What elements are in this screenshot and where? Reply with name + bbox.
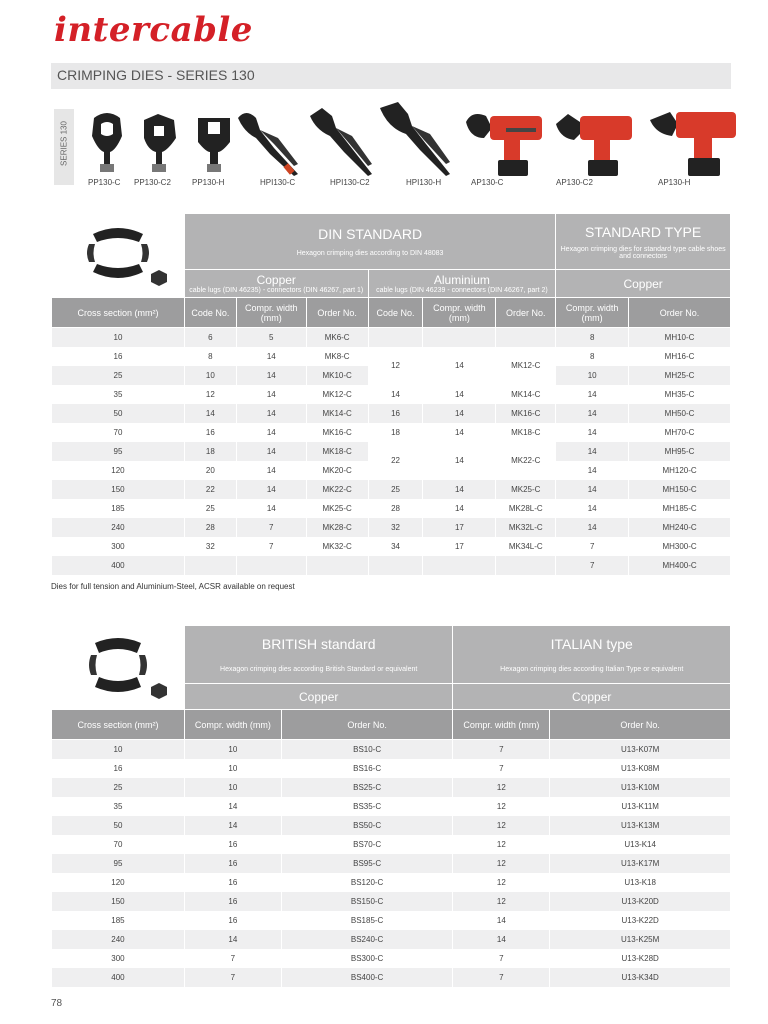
tool-label: HPI130-H — [406, 178, 442, 187]
table-cell: MH25-C — [629, 366, 731, 385]
table-cell: U13-K18 — [550, 873, 731, 892]
table-cell: 12 — [453, 778, 550, 797]
table-row — [52, 385, 731, 404]
table-cell: 5 — [236, 328, 306, 347]
table-cell: MH300-C — [629, 537, 731, 556]
table-cell: 120 — [52, 461, 185, 480]
table-cell: 14 — [423, 442, 496, 480]
table-row — [52, 740, 731, 759]
table-row — [52, 759, 731, 778]
table-row — [52, 930, 731, 949]
table-cell: MH150-C — [629, 480, 731, 499]
table-cell: 14 — [236, 423, 306, 442]
table-cell: 12 — [453, 816, 550, 835]
table-row — [52, 423, 731, 442]
italian-type-header — [453, 626, 731, 684]
table-cell: 10 — [184, 778, 281, 797]
table-row — [52, 442, 731, 461]
table-cell: 7 — [556, 556, 629, 575]
table-cell: 32 — [184, 537, 236, 556]
table-cell — [184, 556, 236, 575]
table-cell: 400 — [52, 556, 185, 575]
col-order-no: Order No. — [306, 298, 368, 328]
col-compr-width: Compr. width (mm) — [184, 710, 281, 740]
table-row — [52, 949, 731, 968]
die-image-cell — [52, 626, 185, 710]
table-cell: 12 — [453, 854, 550, 873]
table-cell: MH10-C — [629, 328, 731, 347]
table-cell: U13-K10M — [550, 778, 731, 797]
table-cell: MK14-C — [496, 385, 556, 404]
table-cell: 400 — [52, 968, 185, 987]
italian-copper-header: Copper — [453, 684, 731, 710]
table-cell: 7 — [184, 949, 281, 968]
tool-label: PP130-C2 — [134, 178, 171, 187]
table-cell: 185 — [52, 911, 185, 930]
table-row — [52, 537, 731, 556]
table-cell: MH50-C — [629, 404, 731, 423]
table-cell: 7 — [184, 968, 281, 987]
table-cell: BS185-C — [281, 911, 453, 930]
tool-pp130-c-image — [86, 110, 128, 176]
table-cell: MK32L-C — [496, 518, 556, 537]
table-cell: 16 — [184, 892, 281, 911]
table-cell: 14 — [423, 423, 496, 442]
table-cell: 14 — [556, 423, 629, 442]
tool-label: HPI130-C — [260, 178, 296, 187]
table-cell: 12 — [453, 892, 550, 911]
table-cell: BS50-C — [281, 816, 453, 835]
tool-pp130-c2-image — [138, 110, 180, 176]
hexagon-die-icon — [63, 629, 173, 705]
table-cell — [423, 328, 496, 347]
table-cell: MH35-C — [629, 385, 731, 404]
table-cell: 14 — [423, 347, 496, 385]
table-cell: MK20-C — [306, 461, 368, 480]
tool-label: HPI130-C2 — [330, 178, 370, 187]
table-cell: 70 — [52, 835, 185, 854]
tool-pp130-h-image — [194, 112, 234, 174]
table-cell: U13-K34D — [550, 968, 731, 987]
series-tab — [54, 109, 74, 185]
table-cell: 14 — [236, 385, 306, 404]
table-row — [52, 835, 731, 854]
table-cell: MH240-C — [629, 518, 731, 537]
table-cell: 14 — [556, 385, 629, 404]
table-cell: 240 — [52, 930, 185, 949]
british-italian-table — [51, 625, 731, 987]
table-cell: MK8-C — [306, 347, 368, 366]
table-cell: 300 — [52, 537, 185, 556]
copper-header — [184, 270, 368, 298]
table-cell: 120 — [52, 873, 185, 892]
table-cell: 14 — [236, 461, 306, 480]
standard-type-title: STANDARD TYPE — [585, 223, 702, 240]
tool-label: PP130-C — [88, 178, 121, 187]
table-cell: 10 — [184, 366, 236, 385]
aluminium-subtitle: cable lugs (DIN 46239 - connectors (DIN 46267, part 2) — [376, 287, 548, 294]
col-cross-section: Cross section (mm²) — [52, 298, 185, 328]
table-row — [52, 892, 731, 911]
table-row — [52, 968, 731, 987]
tool-label: PP130-H — [192, 178, 225, 187]
table-cell: 7 — [453, 968, 550, 987]
copper-subtitle: cable lugs (DIN 46235) - connectors (DIN 46267, part 1) — [189, 287, 364, 294]
table-cell: 150 — [52, 480, 185, 499]
table-cell: BS25-C — [281, 778, 453, 797]
table-cell: 7 — [453, 949, 550, 968]
table-cell: 7 — [556, 537, 629, 556]
table-cell: 14 — [236, 366, 306, 385]
table-cell: MK14-C — [306, 404, 368, 423]
table-cell: 25 — [52, 366, 185, 385]
table-cell: MK28-C — [306, 518, 368, 537]
table-cell: 16 — [184, 854, 281, 873]
table-cell: 28 — [368, 499, 423, 518]
table-cell: 8 — [184, 347, 236, 366]
table-cell: 14 — [236, 404, 306, 423]
table-cell: MK12-C — [306, 385, 368, 404]
footnote: Dies for full tension and Aluminium-Steel, ACSR available on request — [51, 582, 295, 591]
table-cell: 25 — [184, 499, 236, 518]
table-cell: 14 — [236, 480, 306, 499]
table-cell: U13-K11M — [550, 797, 731, 816]
table-cell: 14 — [184, 930, 281, 949]
table-cell: 14 — [184, 797, 281, 816]
table-cell — [306, 556, 368, 575]
table-cell: MK12-C — [496, 347, 556, 385]
table-row — [52, 778, 731, 797]
tool-ap130-c-image — [462, 102, 546, 178]
tool-hpi130-c-image — [234, 108, 300, 178]
table-cell: 18 — [184, 442, 236, 461]
table-cell: U13-K28D — [550, 949, 731, 968]
table-cell: 10 — [556, 366, 629, 385]
british-standard-title: BRITISH standard — [261, 636, 376, 652]
table-cell: 35 — [52, 385, 185, 404]
italian-type-subtitle: Hexagon crimping dies according Italian Type or equivalent — [500, 666, 684, 673]
table-cell: BS95-C — [281, 854, 453, 873]
col-order-no: Order No. — [550, 710, 731, 740]
table-cell: 10 — [184, 759, 281, 778]
table-cell: MK6-C — [306, 328, 368, 347]
table-cell: 14 — [423, 499, 496, 518]
table-cell: 17 — [423, 518, 496, 537]
table-row — [52, 873, 731, 892]
table-row — [52, 556, 731, 575]
table-cell: BS35-C — [281, 797, 453, 816]
table-cell: MK10-C — [306, 366, 368, 385]
table-cell: 16 — [368, 404, 423, 423]
table-cell: MK18-C — [306, 442, 368, 461]
table-cell: 35 — [52, 797, 185, 816]
table-cell — [368, 556, 423, 575]
table-cell: 14 — [236, 499, 306, 518]
table-cell: MH16-C — [629, 347, 731, 366]
table-cell: MK28L-C — [496, 499, 556, 518]
table-cell: 8 — [556, 347, 629, 366]
table-cell: 14 — [556, 499, 629, 518]
table-cell: 185 — [52, 499, 185, 518]
table-cell: MH120-C — [629, 461, 731, 480]
table-cell: 25 — [368, 480, 423, 499]
table-row — [52, 404, 731, 423]
table-cell: 34 — [368, 537, 423, 556]
standard-type-subtitle: Hexagon crimping dies for standard type cable shoes and connectors — [560, 245, 726, 260]
hexagon-die-icon — [63, 220, 173, 290]
table-cell: 14 — [556, 518, 629, 537]
table-cell: 10 — [52, 328, 185, 347]
table-cell: U13-K22D — [550, 911, 731, 930]
table-cell: 50 — [52, 816, 185, 835]
table-cell: U13-K14 — [550, 835, 731, 854]
col-cross-section: Cross section (mm²) — [52, 710, 185, 740]
table-cell: BS70-C — [281, 835, 453, 854]
table-cell: 14 — [556, 442, 629, 461]
tool-label: AP130-H — [658, 178, 691, 187]
table-cell: 18 — [368, 423, 423, 442]
table-cell: 14 — [368, 385, 423, 404]
table-cell: 10 — [184, 740, 281, 759]
table-cell: 16 — [184, 873, 281, 892]
table-cell: 7 — [236, 518, 306, 537]
tool-hpi130-h-image — [376, 100, 452, 178]
table-cell — [496, 556, 556, 575]
table-cell: U13-K20D — [550, 892, 731, 911]
table-cell: MK32-C — [306, 537, 368, 556]
table-cell: BS120-C — [281, 873, 453, 892]
table-cell: 14 — [453, 911, 550, 930]
italian-type-title: ITALIAN type — [550, 636, 633, 652]
table-cell: 300 — [52, 949, 185, 968]
table-cell: 95 — [52, 442, 185, 461]
table-cell: 14 — [423, 480, 496, 499]
table-cell: 12 — [184, 385, 236, 404]
col-order-no: Order No. — [496, 298, 556, 328]
copper-title: Copper — [256, 273, 296, 287]
table-cell: 16 — [184, 423, 236, 442]
table-cell: MK16-C — [306, 423, 368, 442]
table-cell: 95 — [52, 854, 185, 873]
tool-hpi130-c2-image — [304, 104, 374, 178]
table-cell: 14 — [556, 480, 629, 499]
std-copper-header: Copper — [556, 270, 731, 298]
col-order-no: Order No. — [629, 298, 731, 328]
table-row — [52, 518, 731, 537]
page-title-bar — [51, 63, 731, 89]
table-cell — [236, 556, 306, 575]
table-row — [52, 854, 731, 873]
din-standard-title: DIN STANDARD — [318, 226, 423, 242]
table-cell: 50 — [52, 404, 185, 423]
series-label: SERIES 130 — [59, 121, 69, 166]
table-cell: MK25-C — [306, 499, 368, 518]
table-cell: U13-K08M — [550, 759, 731, 778]
table-cell: 12 — [453, 835, 550, 854]
din-standard-subtitle: Hexagon crimping dies according to DIN 48083 — [296, 250, 444, 257]
table-cell: 25 — [52, 778, 185, 797]
table-cell: 10 — [52, 740, 185, 759]
british-standard-subtitle: Hexagon crimping dies according British Standard or equivalent — [220, 666, 418, 673]
table-row — [52, 911, 731, 930]
table-cell: BS10-C — [281, 740, 453, 759]
table-cell: 14 — [184, 404, 236, 423]
table-cell: MK25-C — [496, 480, 556, 499]
table-cell: 16 — [52, 347, 185, 366]
table-cell: MK22-C — [306, 480, 368, 499]
table-cell: BS400-C — [281, 968, 453, 987]
page-title: CRIMPING DIES - SERIES 130 — [57, 67, 255, 83]
table-cell: U13-K13M — [550, 816, 731, 835]
col-compr-width: Compr. width (mm) — [423, 298, 496, 328]
table-cell: BS16-C — [281, 759, 453, 778]
table-cell: 22 — [184, 480, 236, 499]
table-cell: 16 — [184, 835, 281, 854]
table-cell: 32 — [368, 518, 423, 537]
table-row — [52, 480, 731, 499]
table-cell: 70 — [52, 423, 185, 442]
table-cell: U13-K25M — [550, 930, 731, 949]
table-cell: BS300-C — [281, 949, 453, 968]
table-cell: 17 — [423, 537, 496, 556]
tool-ap130-c2-image — [552, 104, 636, 178]
table-cell — [368, 328, 423, 347]
table-cell: 7 — [453, 740, 550, 759]
aluminium-header — [368, 270, 556, 298]
table-cell: 16 — [52, 759, 185, 778]
table-cell: MK34L-C — [496, 537, 556, 556]
table-cell: 14 — [184, 816, 281, 835]
table-cell: BS240-C — [281, 930, 453, 949]
col-compr-width: Compr. width (mm) — [556, 298, 629, 328]
tool-label: AP130-C — [471, 178, 504, 187]
col-compr-width: Compr. width (mm) — [236, 298, 306, 328]
table-cell: 240 — [52, 518, 185, 537]
table-cell: 14 — [556, 461, 629, 480]
table-cell: U13-K07M — [550, 740, 731, 759]
table-cell: MK22-C — [496, 442, 556, 480]
table-cell: MK18-C — [496, 423, 556, 442]
intercable-logo: intercable — [54, 10, 253, 50]
table-cell: 8 — [556, 328, 629, 347]
table-cell: 14 — [236, 442, 306, 461]
table-cell: 16 — [184, 911, 281, 930]
table-row — [52, 499, 731, 518]
table-cell: 7 — [453, 759, 550, 778]
table-cell: 14 — [236, 347, 306, 366]
table-cell: 12 — [368, 347, 423, 385]
table-cell: 20 — [184, 461, 236, 480]
table-cell: 22 — [368, 442, 423, 480]
aluminium-title: Aluminium — [433, 273, 490, 287]
table-row — [52, 816, 731, 835]
table-cell: MK16-C — [496, 404, 556, 423]
table-cell: BS150-C — [281, 892, 453, 911]
table-cell: 7 — [236, 537, 306, 556]
din-standard-header — [184, 214, 555, 270]
page-number: 78 — [51, 998, 63, 1009]
tool-label: AP130-C2 — [556, 178, 593, 187]
die-image-cell — [52, 214, 185, 298]
table-row — [52, 347, 731, 366]
british-copper-header: Copper — [184, 684, 453, 710]
din-standard-table — [51, 213, 731, 575]
table-cell: 6 — [184, 328, 236, 347]
table-cell — [496, 328, 556, 347]
table-cell: 14 — [423, 404, 496, 423]
table-cell — [423, 556, 496, 575]
col-order-no: Order No. — [281, 710, 453, 740]
table-cell: 12 — [453, 797, 550, 816]
standard-type-header — [556, 214, 731, 270]
table-cell: 14 — [423, 385, 496, 404]
table-row — [52, 328, 731, 347]
table-row — [52, 797, 731, 816]
col-code-no: Code No. — [184, 298, 236, 328]
table-cell: U13-K17M — [550, 854, 731, 873]
table-cell: MH70-C — [629, 423, 731, 442]
table-cell: 14 — [556, 404, 629, 423]
table-cell: MH400-C — [629, 556, 731, 575]
table-cell: MH185-C — [629, 499, 731, 518]
table-cell: 150 — [52, 892, 185, 911]
table-cell: 14 — [453, 930, 550, 949]
col-code-no: Code No. — [368, 298, 423, 328]
tool-ap130-h-image — [648, 100, 740, 178]
table-cell: MH95-C — [629, 442, 731, 461]
british-standard-header — [184, 626, 453, 684]
table-cell: 28 — [184, 518, 236, 537]
table-cell: 12 — [453, 873, 550, 892]
col-compr-width: Compr. width (mm) — [453, 710, 550, 740]
